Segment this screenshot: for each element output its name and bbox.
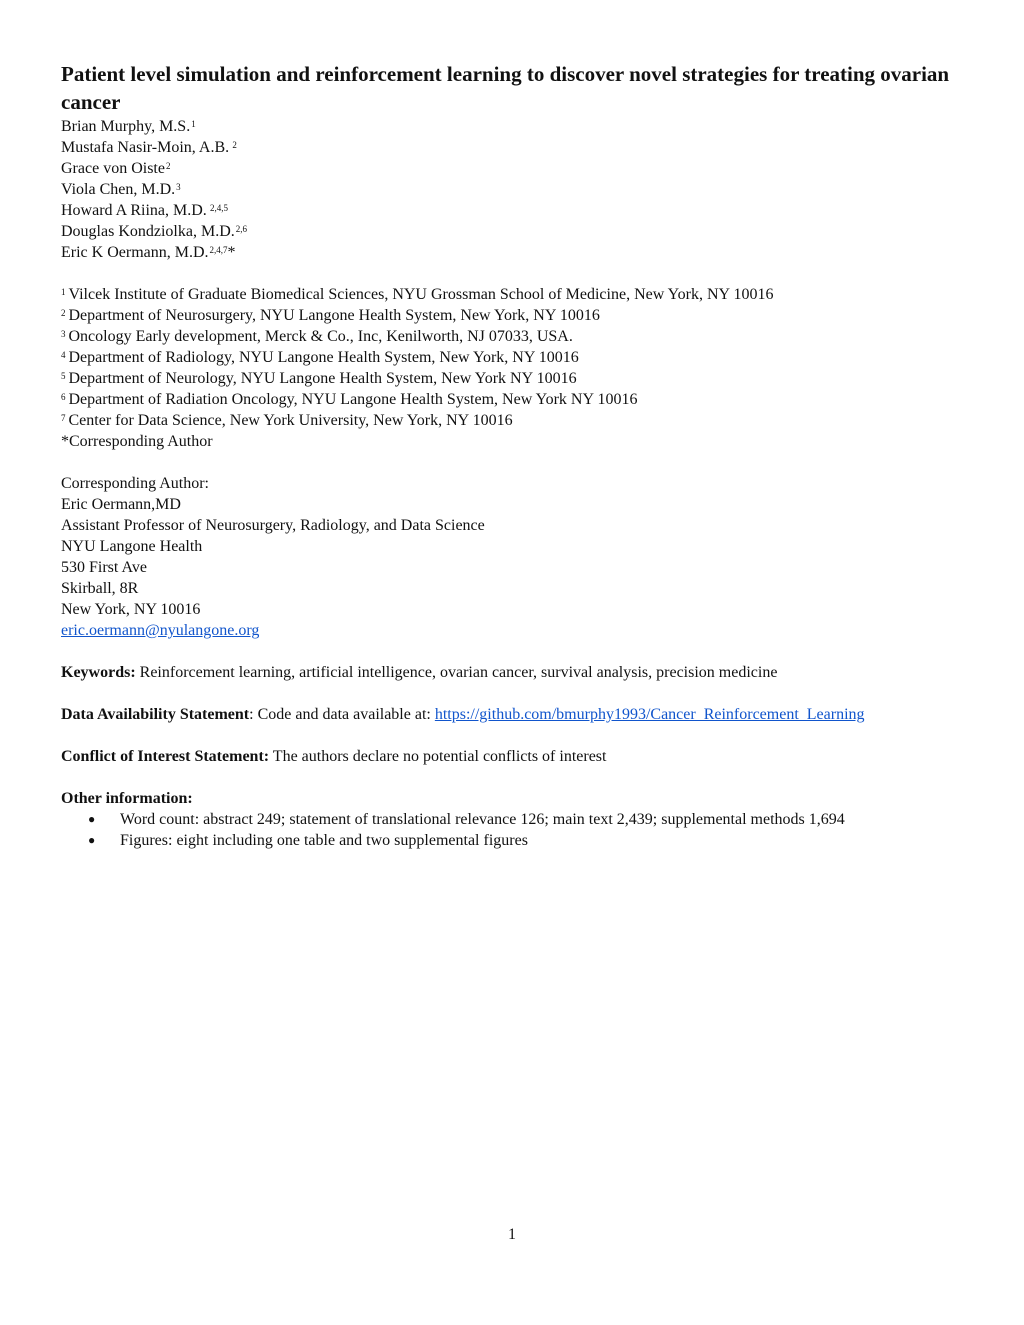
correspondence-position: Assistant Professor of Neurosurgery, Radiology, and Data Science [61,517,485,534]
affiliation-number: 4 [61,350,66,360]
correspondence-heading: Corresponding Author: [61,475,209,492]
other-information-list [61,809,991,851]
affiliation-text: Department of Radiology, NYU Langone Health System, New York, NY 10016 [68,349,579,366]
data-availability-text: : Code and data available at: [249,706,435,723]
affiliation [61,305,991,326]
author-affiliation-sup: 1 [191,119,196,129]
figures-text: Figures: eight including one table and two supplemental figures [120,832,528,849]
correspondence-email-link[interactable]: eric.oermann@nyulangone.org [61,622,260,639]
author [61,200,991,221]
bullet-icon: ● [88,833,96,847]
author [61,221,991,242]
data-availability-line [61,704,991,725]
conflict-label: Conflict of Interest Statement: [61,748,270,765]
page-number: 1 [508,1226,516,1243]
github-repo-link[interactable]: https://github.com/bmurphy1993/Cancer_Reinforcement_Learning [434,706,865,723]
affiliation [61,347,991,368]
author [61,158,991,179]
affiliation [61,410,991,431]
affiliation [61,368,991,389]
correspondence-street: 530 First Ave [61,559,147,576]
author-name: Douglas Kondziolka, M.D. [61,223,235,240]
affiliation-number: 2 [61,308,66,318]
keywords-label: Keywords: [61,664,136,681]
author-list [61,116,991,263]
conflict-text: The authors declare no potential conflicts of interest [269,748,607,765]
affiliation-text: Department of Neurology, NYU Langone Health System, New York NY 10016 [68,370,577,387]
author-affiliation-sup: 2,6 [235,224,248,234]
correspondence-name: Eric Oermann,MD [61,496,181,513]
affiliation [61,326,991,347]
author [61,179,991,200]
paper-page [61,60,991,851]
list-item [61,809,991,830]
affiliation-text: Department of Neurosurgery, NYU Langone Health System, New York, NY 10016 [68,307,600,324]
corresponding-author-note: *Corresponding Author [61,433,213,450]
affiliation-text: Oncology Early development, Merck & Co., Inc, Kenilworth, NJ 07033, USA. [68,328,573,345]
author [61,242,991,263]
affiliation-number: 5 [61,371,66,381]
affiliation [61,389,991,410]
author-affiliation-sup: 3 [176,182,181,192]
author-affiliation-sup: 2,4,5 [207,203,229,213]
correspondence-city: New York, NY 10016 [61,601,201,618]
author [61,116,991,137]
affiliation-number: 7 [61,413,66,423]
keywords-line [61,662,991,683]
other-information-label: Other information: [61,790,193,807]
affiliation-number: 6 [61,392,66,402]
correspondence-building: Skirball, 8R [61,580,139,597]
affiliation-number: 1 [61,287,66,297]
author-affiliation-sup: 2,4,7 [209,245,228,255]
paper-title: Patient level simulation and reinforcement learning to discover novel strategies for treating ovarian cancer [61,62,950,114]
list-item [61,830,991,851]
affiliation-text: Department of Radiation Oncology, NYU Langone Health System, New York NY 10016 [68,391,638,408]
corresponding-asterisk: * [227,244,236,261]
conflict-of-interest-line [61,746,991,767]
author-name: Brian Murphy, M.S. [61,118,191,135]
author-name: Mustafa Nasir-Moin, A.B. [61,139,230,156]
affiliation [61,284,991,305]
affiliation-text: Center for Data Science, New York University, New York, NY 10016 [68,412,513,429]
author-affiliation-sup: 2 [230,140,237,150]
affiliation-list [61,284,991,452]
bullet-icon: ● [88,812,96,826]
author-name: Eric K Oermann, M.D. [61,244,209,261]
affiliation-text: Vilcek Institute of Graduate Biomedical Sciences, NYU Grossman School of Medicine, New York, NY 10016 [68,286,774,303]
data-availability-label: Data Availability Statement [61,706,250,723]
keywords-text: Reinforcement learning, artificial intelligence, ovarian cancer, survival analysis, precision medicine [135,664,778,681]
author [61,137,991,158]
affiliation-number: 3 [61,329,66,339]
author-affiliation-sup: 2 [165,161,171,171]
other-information-heading [61,788,991,809]
correspondence-block [61,473,991,641]
correspondence-institution: NYU Langone Health [61,538,203,555]
word-count-text: Word count: abstract 249; statement of translational relevance 126; main text 2,439; supplemental methods 1,694 [120,811,845,828]
author-name: Grace von Oiste [61,160,165,177]
author-name: Howard A Riina, M.D. [61,202,207,219]
author-name: Viola Chen, M.D. [61,181,176,198]
